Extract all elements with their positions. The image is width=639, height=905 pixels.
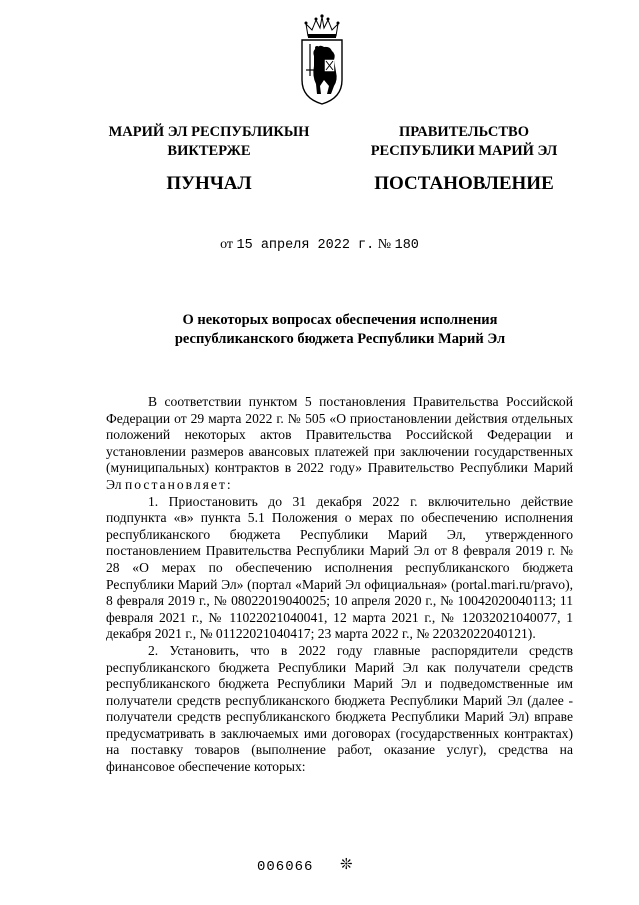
document-title-line-2: республиканского бюджета Республики Марий Эл	[174, 331, 506, 347]
paragraph-1: 1. Приостановить до 31 декабря 2022 г. включительно действие подпункта «в» пункта 5.1 Положения о мерах по обеспечению исполнения республиканского бюджета Республики Марий Эл, утвержденного постановлением Правительства Республики Марий Эл от 8 февраля 2019 г. № 28 «О мерах по обеспечению исполнения республиканского бюджета Республики Марий Эл» (портал «Марий Эл официальная» (portal.mari.ru/pravo), 8 февраля 2019 г., № 08022019040025; 10 апреля 2020 г., № 10042020040113; 11 февраля 2021 г., № 11022021040041, 12 марта 2021 г., № 12032021040077, 1 декабря 2021 г., № 01122021040417; 23 марта 2022 г., № 22032022040121).	[106, 493, 573, 642]
header-right-doc-kind: ПОСТАНОВЛЕНИЕ	[374, 173, 554, 194]
crown-icon	[305, 14, 340, 38]
date-number-line	[0, 237, 639, 253]
document-body	[106, 394, 573, 776]
document-number: 180	[394, 238, 419, 253]
header-left-line-2: ВИКТЕРЖЕ	[167, 143, 251, 159]
paragraph-preamble	[106, 394, 573, 494]
header-left-doc-kind: ПУНЧАЛ	[166, 173, 252, 194]
form-serial-number: 006066	[257, 859, 314, 875]
header-right-block	[348, 123, 580, 195]
date-prefix: от	[220, 237, 234, 252]
paragraph-preamble-text: В соответствии пунктом 5 постановления Правительства Российской Федерации от 29 марта 2022 г. № 505 «О приостановлении действия отдельных положений некоторых актов Правительства Российской Федерации и установлении размеров авансовых платежей при заключении государственных (муниципальных) контрактов в 2022 году» Правительство Республики Марий Эл	[106, 394, 573, 492]
header-left-line-1: МАРИЙ ЭЛ РЕСПУБЛИКЫН	[108, 124, 310, 140]
number-sign: №	[377, 237, 392, 252]
coat-of-arms-emblem	[298, 14, 346, 106]
header-right-line-2: РЕСПУБЛИКИ МАРИЙ ЭЛ	[370, 143, 558, 159]
document-title	[100, 311, 580, 349]
header-left-block	[94, 123, 324, 195]
ornament-mark-icon: ❊	[340, 857, 353, 873]
header-right-line-1: ПРАВИТЕЛЬСТВО	[399, 124, 529, 140]
paragraph-2: 2. Установить, что в 2022 году главные распорядители средств республиканского бюджета Республики Марий Эл как получатели средств республиканского бюджета Республики Марий Эл и подведомственные им получатели средств республиканского бюджета Республики Марий Эл (далее - получатели средств республиканского бюджета Республики Марий Эл) вправе предусматривать в заключаемых ими договорах (государственных контрактах) на поставку товаров (выполнение работ, оказание услуг), средства на финансовое обеспечение которых:	[106, 642, 573, 775]
document-title-line-1: О некоторых вопросах обеспечения исполнения	[182, 312, 498, 328]
document-date: 15 апреля 2022 г.	[236, 238, 375, 253]
paragraph-preamble-decree-word: постановляет:	[125, 476, 233, 492]
